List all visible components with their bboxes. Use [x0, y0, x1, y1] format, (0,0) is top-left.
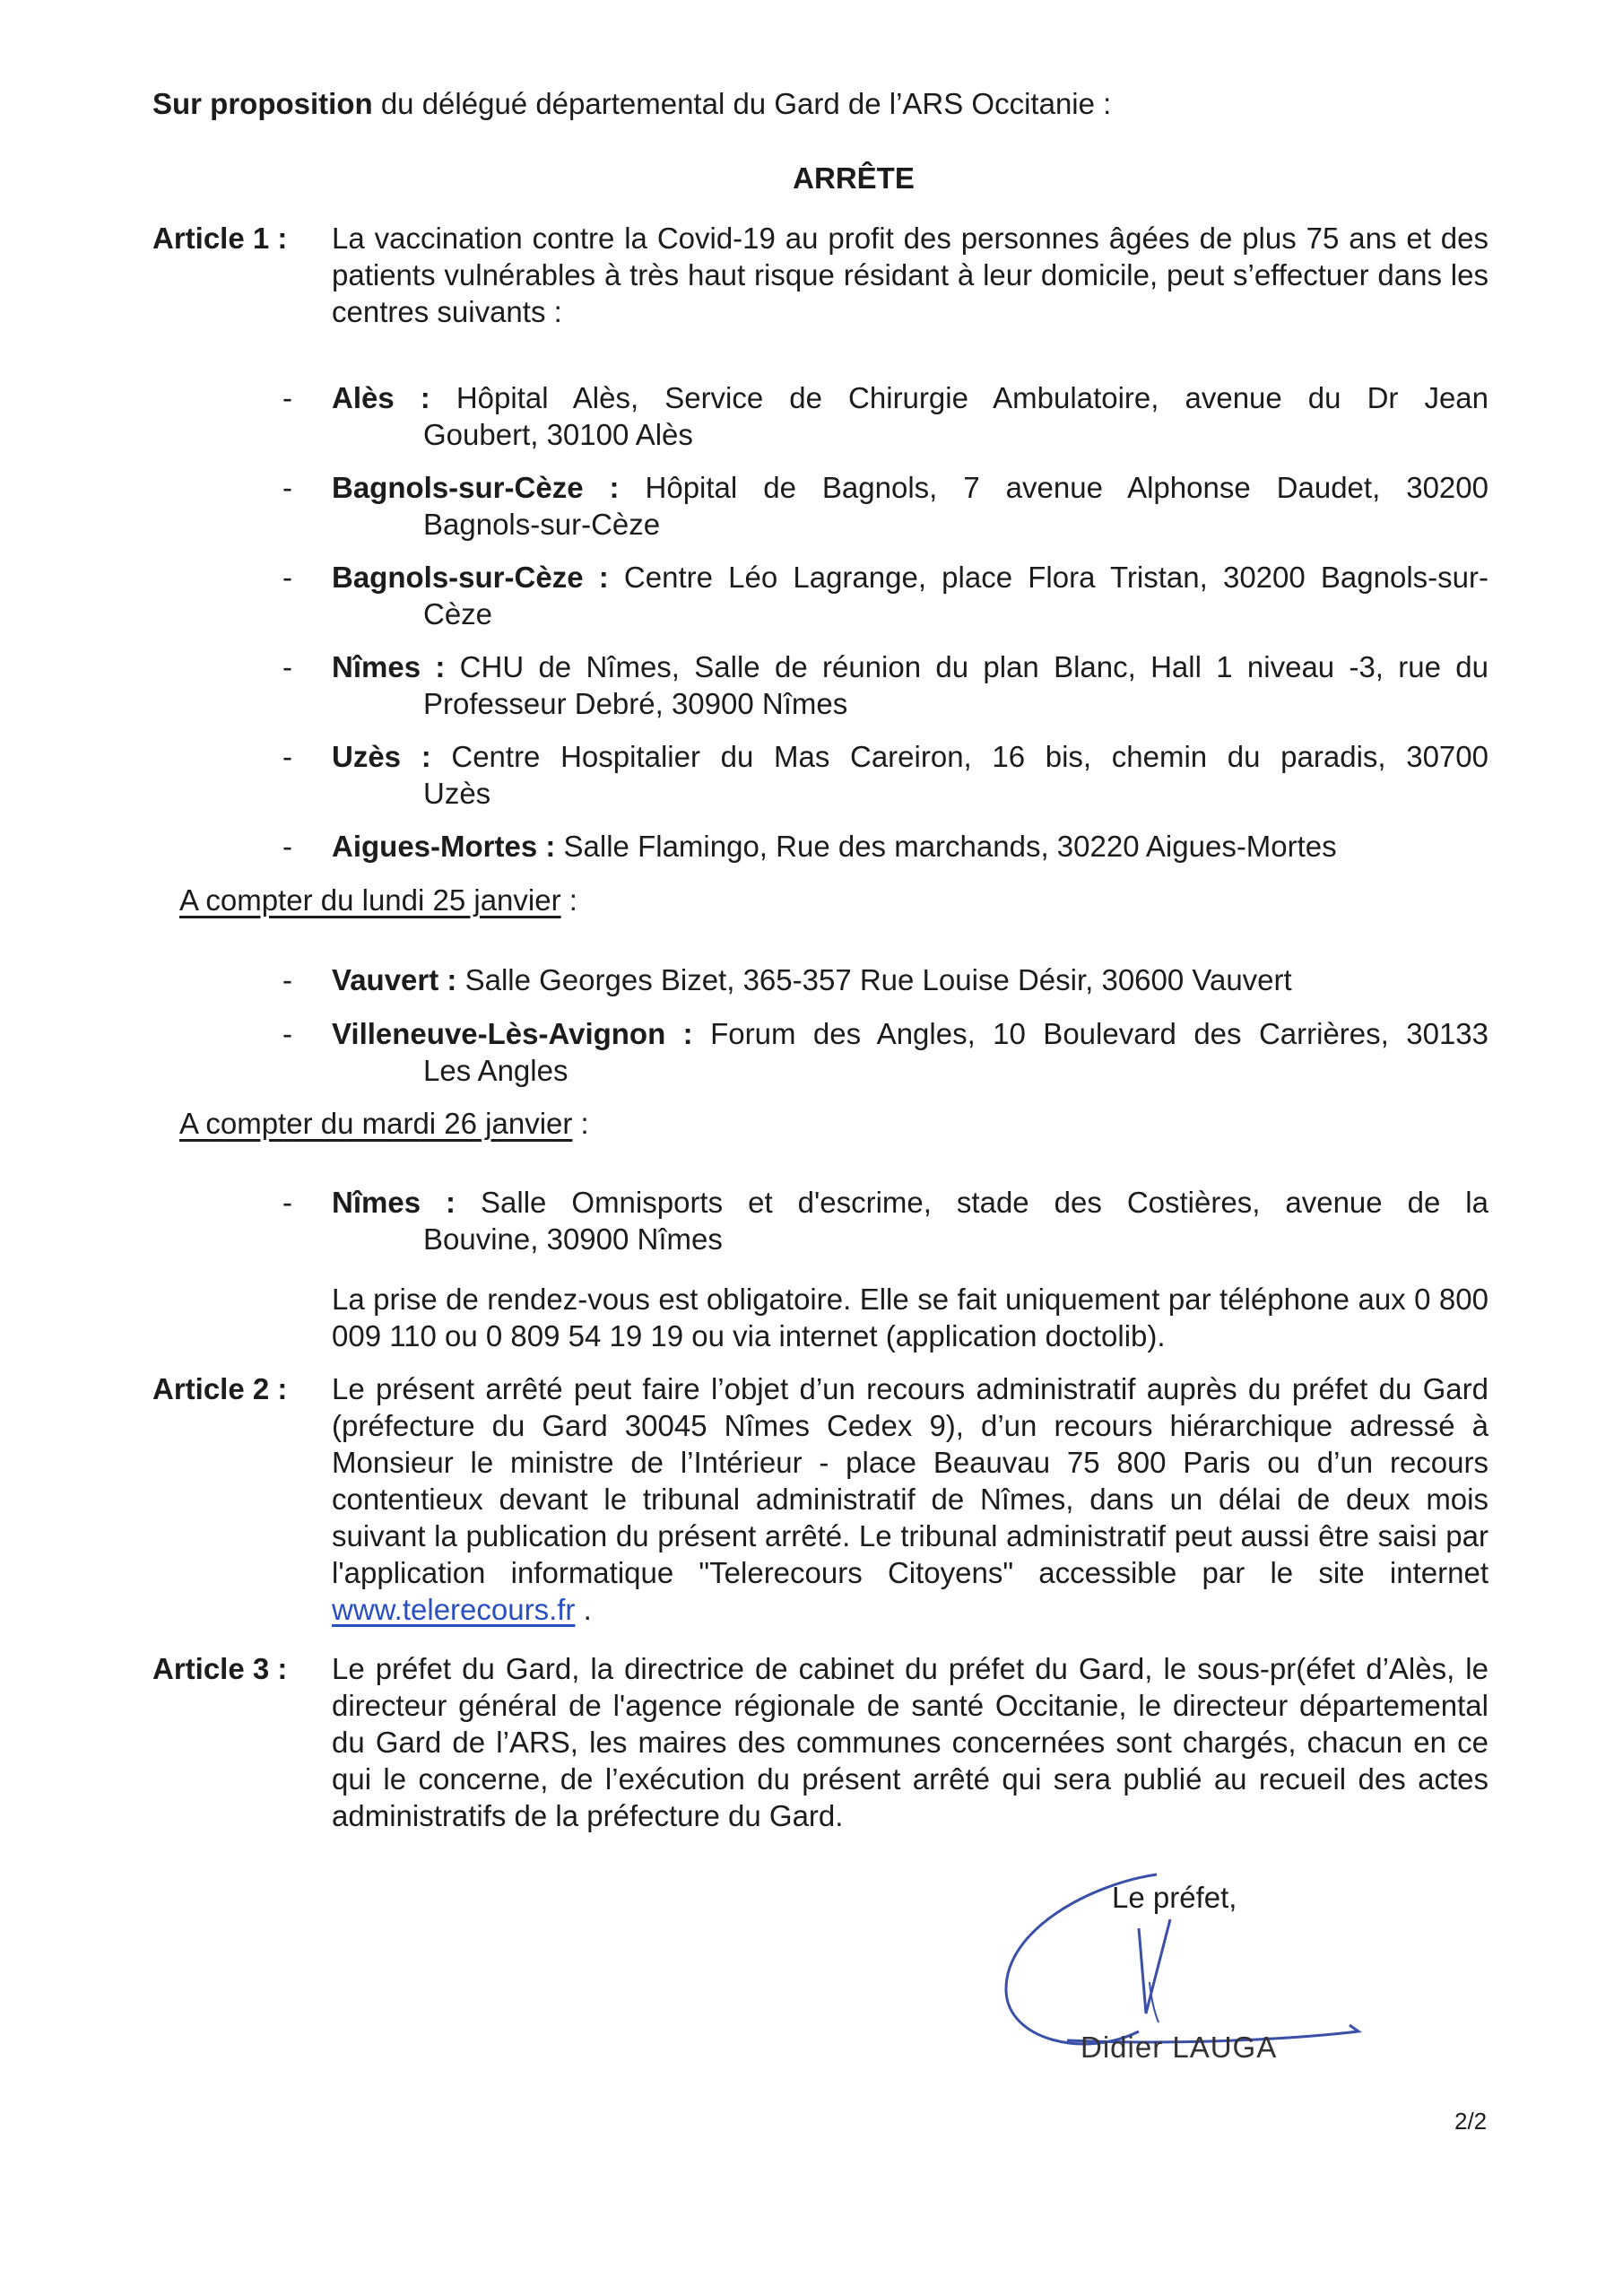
list-dash: - — [282, 1186, 292, 1219]
article-2-text: Le présent arrêté peut faire l’objet d’un recours administratif auprès du préfet du Gard (préfecture du Gard 30045 Nîmes Cedex 9), d’un recours hiérarchique adressé à Monsieur le ministre de l’Intérieur - place Beauvau 75 800 Paris ou d’un recours contentieux devant le tribunal administratif de Nîmes, dans un délai de deux mois suivant la publication du présent arrêté. Le tribunal administratif peut aussi être saisi par l'application informatique "Telerecours Citoyens" accessible par le site internet www.telerecours.fr . — [332, 1372, 1488, 1626]
list-dash: - — [282, 381, 292, 414]
list-dash: - — [282, 561, 292, 594]
article-3-text: Le préfet du Gard, la directrice de cabinet du préfet du Gard, le sous-pr(éfet d’Alès, le directeur général de l'agence régionale de santé Occitanie, le directeur départemental du Gard de l’ARS, les maires des communes concernées sont chargés, chacun en ce qui le concerne, de l’exécution du présent arrêté qui sera publié au recueil des actes administratifs de la préfecture du Gard. — [332, 1652, 1488, 1832]
centre-address-cont: Cèze — [423, 597, 493, 631]
centre-address-cont: Goubert, 30100 Alès — [423, 418, 693, 451]
centre-address: Salle Flamingo, Rue des marchands, 30220 Aigues-Mortes — [563, 830, 1337, 863]
centre-address: Centre Hospitalier du Mas Careiron, 16 bis, chemin du paradis, 30700 — [451, 740, 1488, 773]
intro-rest: du délégué départemental du Gard de l’ARS Occitanie : — [372, 87, 1112, 120]
appointment-text: La prise de rendez-vous est obligatoire. Elle se fait uniquement par téléphone aux 0 800 009 110 ou 0 809 54 19 19 ou via internet (application doctolib). — [332, 1283, 1488, 1352]
centre-city: Aigues-Mortes : — [332, 830, 556, 863]
article-2-label: Article 2 : — [152, 1372, 288, 1405]
list-dash: - — [282, 650, 292, 683]
centre-city: Nîmes : — [332, 1186, 456, 1219]
article-1-text: La vaccination contre la Covid-19 au profit des personnes âgées de plus 75 ans et des patients vulnérables à très haut risque résidant à leur domicile, peut s’effectuer dans les centres suivants : — [332, 222, 1488, 328]
centre-address-cont: Bagnols-sur-Cèze — [423, 508, 661, 541]
since-tuesday-heading: A compter du mardi 26 janvier : — [179, 1107, 589, 1140]
centre-city: Alès : — [332, 381, 430, 414]
decision-title: ARRÊTE — [793, 161, 915, 195]
since-monday-heading: A compter du lundi 25 janvier : — [179, 883, 577, 917]
centre-address-cont: Uzès — [423, 777, 491, 810]
centre-city: Villeneuve-Lès-Avignon : — [332, 1017, 693, 1050]
centre-address: Salle Georges Bizet, 365-357 Rue Louise Désir, 30600 Vauvert — [464, 963, 1292, 996]
intro-line — [152, 85, 1111, 122]
centre-address-cont: Les Angles — [423, 1054, 568, 1087]
page-number: 2/2 — [1454, 2108, 1488, 2135]
list-dash: - — [282, 740, 292, 773]
telerecours-link[interactable]: www.telerecours.fr — [332, 1593, 576, 1626]
centre-city: Bagnols-sur-Cèze : — [332, 561, 609, 594]
centre-address: Hôpital de Bagnols, 7 avenue Alphonse Daudet, 30200 — [645, 471, 1488, 504]
centre-address: Forum des Angles, 10 Boulevard des Carrières, 30133 — [710, 1017, 1489, 1050]
list-dash: - — [282, 963, 292, 996]
centre-address-cont: Bouvine, 30900 Nîmes — [423, 1222, 723, 1256]
centre-address: Centre Léo Lagrange, place Flora Tristan, 30200 Bagnols-sur- — [623, 561, 1488, 594]
list-dash: - — [282, 1017, 292, 1050]
centre-city: Vauvert : — [332, 963, 457, 996]
centre-address: Hôpital Alès, Service de Chirurgie Ambulatoire, avenue du Dr Jean — [456, 381, 1489, 414]
centre-city: Bagnols-sur-Cèze : — [332, 471, 620, 504]
centre-address: Salle Omnisports et d'escrime, stade des Costières, avenue de la — [481, 1186, 1488, 1219]
article-1-label: Article 1 : — [152, 222, 288, 255]
article-3-label: Article 3 : — [152, 1652, 288, 1685]
intro-bold: Sur proposition — [152, 87, 373, 120]
list-dash: - — [282, 471, 292, 504]
centre-address-cont: Professeur Debré, 30900 Nîmes — [423, 687, 848, 720]
centre-city: Nîmes : — [332, 650, 446, 683]
signature-title: Le préfet, — [1112, 1881, 1237, 1914]
centre-city: Uzès : — [332, 740, 431, 773]
signature-name: Didier LAUGA — [1081, 2031, 1278, 2064]
list-dash: - — [282, 830, 292, 863]
centre-address: CHU de Nîmes, Salle de réunion du plan Blanc, Hall 1 niveau -3, rue du — [459, 650, 1488, 683]
